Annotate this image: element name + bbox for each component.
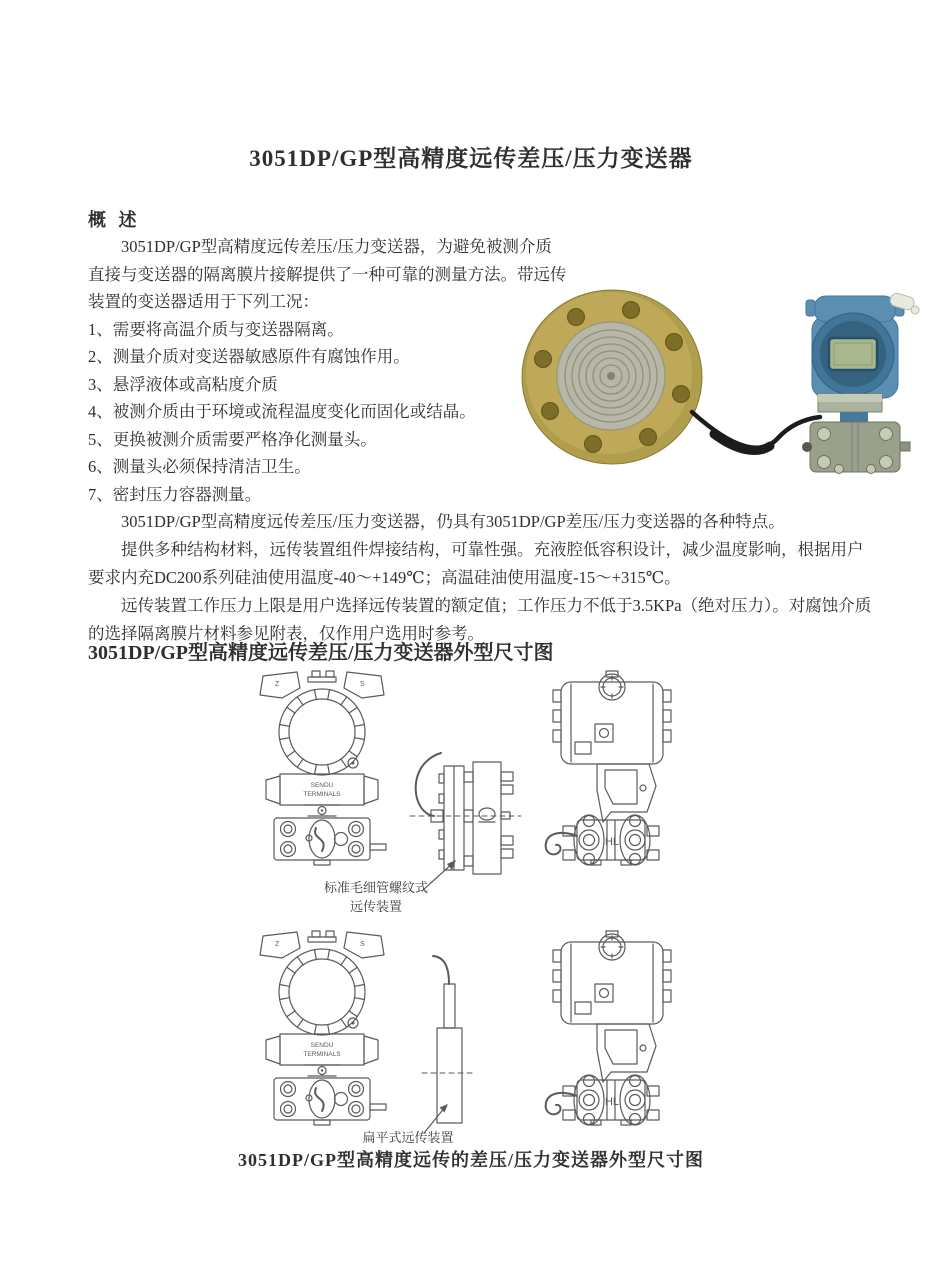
overview-line: 装置的变送器适用于下列工况： (88, 292, 319, 311)
flat-device-label: 扁平式远传装置 (362, 1130, 454, 1145)
overview-heading: 概 述 (88, 210, 141, 230)
overview-line: 直接与变送器的隔离膜片接解提供了一种可靠的测量方法。带远传 (88, 264, 567, 284)
overview-line: 3051DP/GP型高精度远传差压/压力变送器，为避免被测介质 (121, 237, 552, 256)
dimensions-heading: 3051DP/GP型高精度远传差压/压力变送器外型尺寸图 (88, 642, 554, 664)
mark-z: Z (275, 681, 280, 688)
terminals-label: SENDU (310, 1042, 334, 1049)
terminals-label: TERMINALS (303, 791, 341, 798)
mark-z: Z (275, 941, 280, 948)
paragraph: 3051DP/GP型高精度远传差压/压力变送器，仍具有3051DP/GP差压/压力变送器的各种特点。 (121, 512, 785, 531)
list-item: 2、测量介质对变送器敏感原件有腐蚀作用。 (88, 347, 410, 366)
capillary-flange-drawing (408, 738, 523, 893)
list-item: 5、更换被测介质需要严格净化测量头。 (88, 429, 377, 449)
paragraph: 远传装置工作压力上限是用户选择远传装置的额定值；工作压力不低于3.5KPa（绝对压力）。对腐蚀介质的选择隔离膜片材料参见附表，仅作用户选用时参考。 (88, 596, 872, 643)
mark-s: S (360, 681, 365, 688)
terminals-label: SENDU (310, 782, 334, 789)
transmitter-side-view-drawing (535, 670, 685, 868)
paragraph: 提供多种结构材料，远传装置组件焊接结构，可靠性强。充液腔低容积设计，减少温度影响，根据用户要求内充DC200系列硅油使用温度-40～+149℃；高温硅油使用温度-15～+315℃。 (88, 540, 864, 587)
terminals-label: TERMINALS (303, 1051, 341, 1058)
list-item: 4、被测介质由于环境或流程温度变化而固化或结晶。 (88, 402, 476, 421)
list-item: 6、测量头必须保持清洁卫生。 (88, 457, 311, 476)
figure-caption: 3051DP/GP型高精度远传的差压/压力变送器外型尺寸图 (238, 1150, 704, 1170)
flat-remote-device-drawing (420, 950, 475, 1135)
transmitter-side-view-drawing (535, 930, 685, 1128)
capillary-device-label: 标准毛细管螺纹式 远传装置 (323, 880, 428, 914)
capillary-cable (692, 412, 820, 448)
list-item: 3、悬浮液体或高粘度介质 (88, 374, 278, 394)
transmitter-front-view-drawing (252, 668, 392, 868)
list-item: 1、需要将高温介质与变送器隔离。 (88, 319, 344, 339)
list-item: 7、密封压力容器测量。 (88, 484, 262, 504)
transmitter-front-view-drawing (252, 928, 392, 1128)
mark-s: S (360, 941, 365, 948)
mark-hl: HL (604, 836, 620, 848)
product-photo (512, 280, 924, 485)
transmitter (802, 292, 919, 474)
mark-hl: HL (604, 1096, 620, 1108)
page-title: 3051DP/GP型高精度远传差压/压力变送器 (249, 146, 693, 171)
